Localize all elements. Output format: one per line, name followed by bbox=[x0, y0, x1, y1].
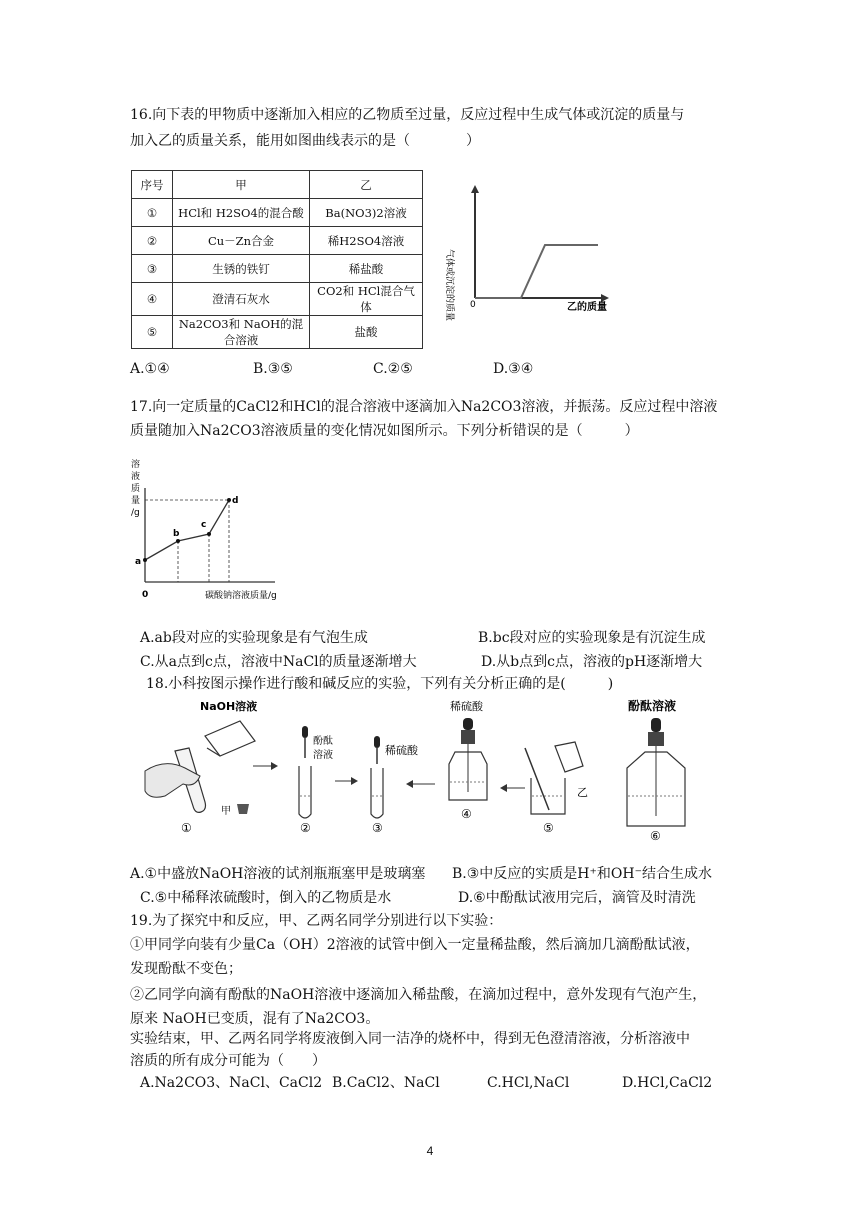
q16-option-a: A.①④ bbox=[130, 361, 170, 377]
beaker-icon bbox=[525, 742, 583, 814]
table-cell: ⑤ bbox=[132, 316, 173, 349]
q19-option-a: A.Na2CO3、NaCl、CaCl2 bbox=[140, 1075, 323, 1091]
step-label: ⑤ bbox=[543, 821, 554, 835]
q19-line2: ①甲同学向装有少量Ca（OH）2溶液的试管中倒入一定量稀盐酸，然后滴加几滴酚酞试液， bbox=[130, 937, 700, 953]
q17-ylabel: 质 bbox=[131, 484, 141, 494]
q17-ylabel: 液 bbox=[131, 472, 141, 482]
q16-option-d: D.③④ bbox=[493, 361, 534, 377]
q19-line3: 发现酚酞不变色； bbox=[130, 961, 242, 977]
q18-option-d: D.⑥中酚酞试液用完后，滴管及时清洗 bbox=[458, 890, 696, 906]
q16-table bbox=[131, 170, 423, 349]
table-header-row bbox=[132, 171, 423, 199]
table-row bbox=[132, 316, 423, 349]
table-cell: 澄清石灰水 bbox=[173, 283, 310, 316]
table-cell: HCl和 H2SO4的混合酸 bbox=[173, 199, 310, 227]
q17-line2: 质量随加入Na2CO3溶液质量的变化情况如图所示。下列分析错误的是（ ） bbox=[130, 423, 639, 439]
q18-figure bbox=[145, 696, 725, 845]
table-cell: 盐酸 bbox=[310, 316, 423, 349]
step-label: ② bbox=[300, 821, 311, 835]
phenol-label: 溶液 bbox=[313, 750, 333, 761]
q16-origin: 0 bbox=[470, 300, 476, 310]
q17-ylabel: 量 bbox=[131, 496, 141, 506]
point-a-label: a bbox=[135, 557, 142, 567]
table-cell: ④ bbox=[132, 283, 173, 316]
step-label: ③ bbox=[372, 821, 383, 835]
stopper-icon bbox=[237, 804, 249, 814]
q17-option-b: B.bc段对应的实验现象是有沉淀生成 bbox=[478, 630, 706, 646]
dilute-acid-bottle-label: 稀硫酸 bbox=[450, 700, 483, 713]
table-header: 序号 bbox=[132, 171, 173, 199]
step-label: ⑥ bbox=[650, 829, 661, 843]
q18-option-b: B.③中反应的实质是H⁺和OH⁻结合生成水 bbox=[452, 866, 712, 882]
q19-line5: 原来 NaOH已变质，混有了Na2CO3。 bbox=[130, 1011, 380, 1027]
reagent-bottle-icon bbox=[449, 718, 487, 800]
q17-option-d: D.从b点到c点，溶液的pH逐渐增大 bbox=[481, 654, 703, 670]
q16-xlabel: 乙的质量 bbox=[567, 302, 607, 313]
table-cell: ② bbox=[132, 227, 173, 255]
table-cell: Ba(NO3)2溶液 bbox=[310, 199, 423, 227]
table-cell: 稀盐酸 bbox=[310, 255, 423, 283]
q18-line1: 18.小科按图示操作进行酸和碱反应的实验，下列有关分析正确的是( ) bbox=[146, 676, 614, 692]
q18-option-c: C.⑤中稀释浓硫酸时，倒入的乙物质是水 bbox=[140, 890, 392, 906]
q19-line6: 实验结束，甲、乙两名同学将废液倒入同一洁净的烧杯中，得到无色澄清溶液，分析溶液中 bbox=[130, 1031, 690, 1047]
yi-label: 乙 bbox=[577, 786, 588, 799]
q17-origin: 0 bbox=[142, 590, 149, 600]
q17-ylabel: 溶 bbox=[131, 460, 141, 470]
phenol-label: 酚酞 bbox=[313, 736, 333, 747]
point-d-label: d bbox=[232, 496, 239, 506]
q19-option-d: D.HCl,CaCl2 bbox=[622, 1075, 713, 1091]
q17-option-a: A.ab段对应的实验现象是有气泡生成 bbox=[140, 630, 368, 646]
q16-line2: 加入乙的质量关系，能用如图曲线表示的是（ ） bbox=[130, 133, 480, 149]
q17-graph bbox=[125, 458, 295, 612]
q19-option-c: C.HCl,NaCl bbox=[487, 1075, 570, 1091]
q16-line1: 16.向下表的甲物质中逐渐加入相应的乙物质至过量，反应过程中生成气体或沉淀的质量与 bbox=[130, 107, 685, 123]
table-row bbox=[132, 255, 423, 283]
table-header: 乙 bbox=[310, 171, 423, 199]
step-label: ④ bbox=[461, 807, 472, 821]
q16-option-c: C.②⑤ bbox=[373, 361, 413, 377]
step-label: ① bbox=[181, 821, 192, 835]
table-cell: ③ bbox=[132, 255, 173, 283]
dilute-acid-label: 稀硫酸 bbox=[385, 744, 418, 757]
point-c-label: c bbox=[201, 520, 207, 530]
q17-ylabel: /g bbox=[131, 508, 140, 518]
q19-line7: 溶质的所有成分可能为（ ） bbox=[130, 1053, 326, 1069]
table-row bbox=[132, 199, 423, 227]
dropper-icon bbox=[302, 726, 308, 758]
page-number: 4 bbox=[426, 1144, 434, 1158]
q16-option-b: B.③⑤ bbox=[253, 361, 293, 377]
table-cell: Na2CO3和 NaOH的混合溶液 bbox=[173, 316, 310, 349]
q19-line1: 19.为了探究中和反应，甲、乙两名同学分别进行以下实验： bbox=[130, 913, 503, 929]
dropper-bottle-icon bbox=[627, 718, 685, 826]
table-cell: 生锈的铁钉 bbox=[173, 255, 310, 283]
phenol-bottle-label: 酚酞溶液 bbox=[628, 699, 677, 713]
q18-option-a: A.①中盛放NaOH溶液的试剂瓶瓶塞甲是玻璃塞 bbox=[130, 866, 426, 882]
q16-ylabel: 气体或沉淀的质量 bbox=[444, 249, 454, 322]
table-cell: Cu－Zn合金 bbox=[173, 227, 310, 255]
q19-line4: ②乙同学向滴有酚酞的NaOH溶液中逐滴加入稀盐酸，在滴加过程中，意外发现有气泡产生， bbox=[130, 987, 707, 1003]
dropper-icon bbox=[374, 736, 380, 764]
table-row bbox=[132, 227, 423, 255]
table-cell: ① bbox=[132, 199, 173, 227]
naoh-label: NaOH溶液 bbox=[200, 700, 258, 713]
q17-xlabel: 碳酸钠溶液质量/g bbox=[205, 591, 277, 601]
q19-option-b: B.CaCl2、NaCl bbox=[332, 1075, 440, 1091]
jia-label: 甲 bbox=[221, 806, 231, 817]
q17-option-c: C.从a点到c点，溶液中NaCl的质量逐渐增大 bbox=[140, 654, 417, 670]
q16-graph bbox=[444, 185, 625, 322]
point-b-label: b bbox=[173, 529, 180, 539]
table-cell: CO2和 HCl混合气体 bbox=[310, 283, 423, 316]
q17-line1: 17.向一定质量的CaCl2和HCl的混合溶液中逐滴加入Na2CO3溶液，并振荡。反应过程中溶液 bbox=[130, 399, 718, 415]
table-header: 甲 bbox=[173, 171, 310, 199]
table-row bbox=[132, 283, 423, 316]
table-cell: 稀H2SO4溶液 bbox=[310, 227, 423, 255]
